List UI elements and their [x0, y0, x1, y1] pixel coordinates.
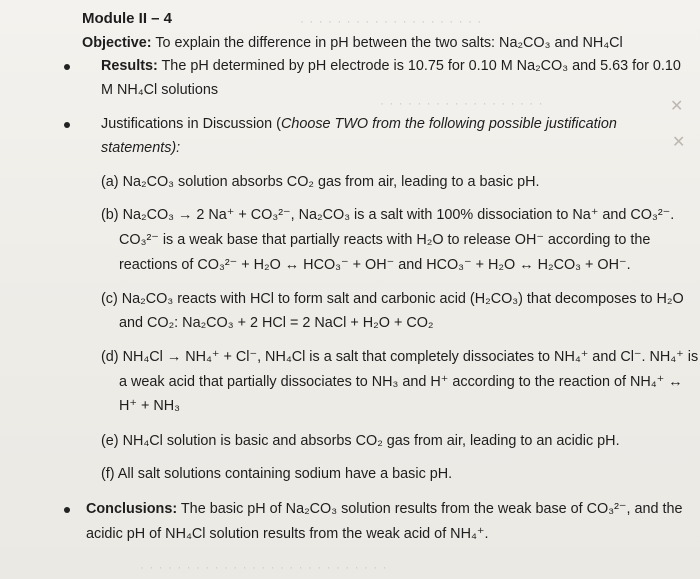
results-text: The pH determined by pH electrode is 10.75 for 0.10 M Na₂CO₃ and 5.63 for 0.10	[157, 58, 681, 74]
objective-text: To explain the difference in pH between the two salts: Na₂CO₃ and NH₄Cl	[151, 35, 623, 51]
option-d-line-3: H⁺ + NH₃	[119, 398, 181, 414]
objective-label: Objective:	[82, 35, 152, 51]
conclusions-line-1	[86, 499, 683, 519]
option-d-line-2: a weak acid that partially dissociates to NH₃ and H⁺ according to the reaction of NH₄⁺ ↔	[119, 374, 683, 390]
module-title: Module II – 4	[82, 10, 173, 27]
bleed-through-text: · · · · · · · · · · · · · · · · · · · · · · · · · · ·	[140, 560, 388, 574]
justifications-prefix: Justifications in Discussion (	[101, 116, 281, 132]
faint-x-mark-icon: ✕	[670, 98, 684, 115]
option-b-line-1: (b) Na₂CO₃ → 2 Na⁺ + CO₃²⁻, Na₂CO₃ is a salt with 100% dissociation to Na⁺ and CO₃²⁻.	[101, 207, 675, 223]
bullet-icon	[64, 122, 70, 128]
option-b-line-2: CO₃²⁻ is a weak base that partially reacts with H₂O to release OH⁻ according to the	[119, 232, 651, 248]
option-f: (f) All salt solutions containing sodium have a basic pH.	[101, 466, 453, 482]
conclusions-text: The basic pH of Na₂CO₃ solution results from the weak base of CO₃²⁻, and the	[177, 501, 683, 517]
option-e: (e) NH₄Cl solution is basic and absorbs CO₂ gas from air, leading to an acidic pH.	[101, 433, 620, 449]
justifications-heading-1	[101, 114, 617, 134]
results-line-2: M NH₄Cl solutions	[101, 82, 219, 98]
bleed-through-text: · · · · · · · · · · · · · · · · · · · ·	[300, 14, 483, 28]
objective-line	[82, 33, 623, 53]
option-b-line-3: reactions of CO₃²⁻ + H₂O ↔ HCO₃⁻ + OH⁻ and HCO₃⁻ + H₂O ↔ H₂CO₃ + OH⁻.	[119, 257, 631, 273]
bleed-through-text: · · · · · · · · · · · · · · · · · ·	[380, 96, 544, 110]
justifications-instruction: Choose TWO from the following possible justification	[280, 116, 617, 132]
option-a: (a) Na₂CO₃ solution absorbs CO₂ gas from air, leading to a basic pH.	[101, 174, 540, 190]
conclusions-label: Conclusions:	[86, 501, 178, 517]
results-label: Results:	[101, 58, 158, 74]
results-line-1	[101, 56, 681, 76]
bullet-icon	[64, 64, 70, 70]
conclusions-line-2: acidic pH of NH₄Cl solution results from the weak acid of NH₄⁺.	[86, 526, 489, 542]
option-c-line-1: (c) Na₂CO₃ reacts with HCl to form salt and carbonic acid (H₂CO₃) that decomposes to H₂O	[101, 291, 684, 307]
option-c-line-2: and CO₂: Na₂CO₃ + 2 HCl = 2 NaCl + H₂O + CO₂	[119, 315, 434, 331]
bullet-icon	[64, 507, 70, 513]
faint-x-mark-icon: ✕	[672, 134, 686, 151]
option-d-line-1: (d) NH₄Cl → NH₄⁺ + Cl⁻, NH₄Cl is a salt that completely dissociates to NH₄⁺ and Cl⁻. NH₄⁺ is	[101, 349, 699, 365]
justifications-heading-2: statements):	[101, 140, 181, 156]
